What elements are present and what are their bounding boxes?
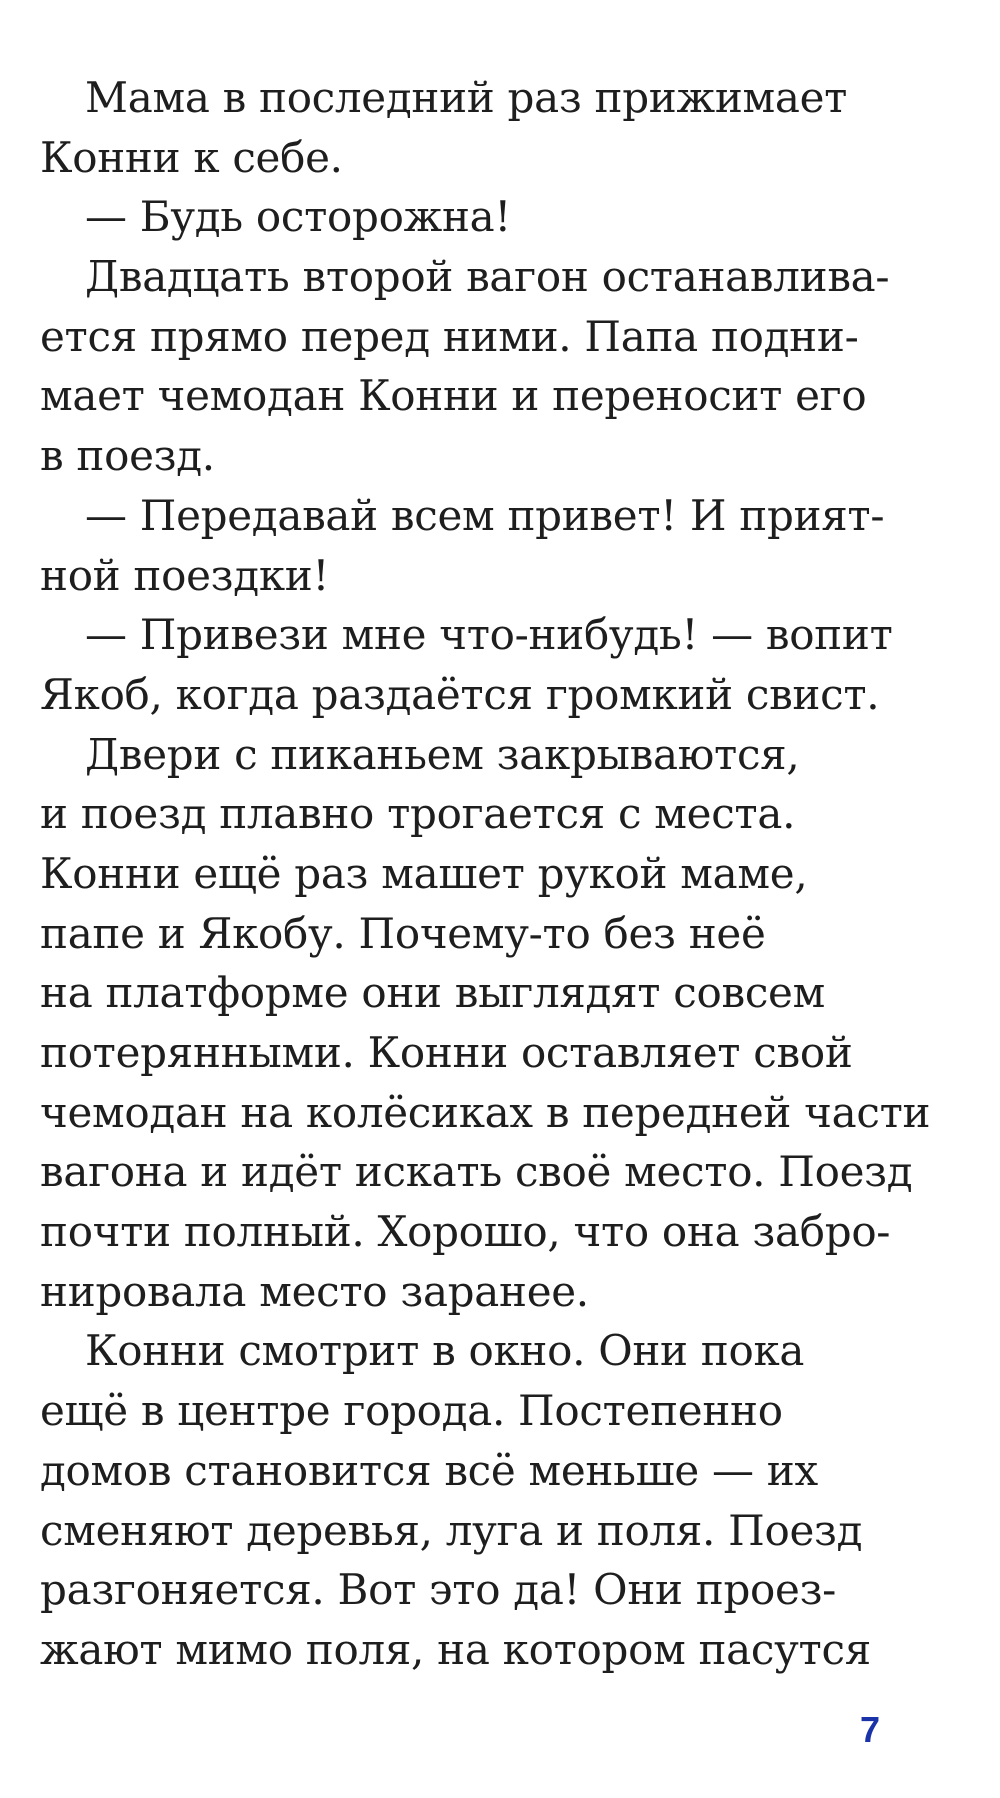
text-line: Конни к себе.: [40, 132, 343, 182]
text-line: разгоняется. Вот это да! Они проез-: [40, 1565, 837, 1615]
text-line: мает чемодан Конни и переносит его: [40, 371, 867, 421]
text-line: ной поездки!: [40, 550, 330, 600]
text-line: ещё в центре города. Постепенно: [40, 1386, 783, 1436]
text-line: Конни ещё раз машет рукой маме,: [40, 848, 808, 898]
paragraph-first-line: Конни смотрит в окно. Они пока: [85, 1326, 805, 1376]
text-line: на платформе они выглядят совсем: [40, 968, 825, 1018]
paragraph-first-line: Двери с пиканьем закрываются,: [85, 729, 800, 779]
text-line: вагона и идёт искать своё место. Поезд: [40, 1147, 913, 1197]
paragraph-first-line: — Будь осторожна!: [85, 192, 511, 242]
page-number: 7: [860, 1709, 881, 1750]
text-line: нировала место заранее.: [40, 1266, 589, 1316]
text-line: Якоб, когда раздаётся громкий свист.: [40, 669, 880, 719]
paragraph-first-line: Двадцать второй вагон останавлива-: [85, 252, 890, 302]
paragraph-first-line: — Передавай всем привет! И прият-: [85, 490, 885, 540]
text-line: жают мимо поля, на котором пасутся: [40, 1624, 871, 1674]
paragraph-first-line: — Привези мне что-нибудь! — вопит: [85, 610, 893, 660]
text-line: почти полный. Хорошо, что она забро-: [40, 1207, 891, 1257]
text-line: сменяют деревья, луга и поля. Поезд: [40, 1505, 863, 1555]
paragraph-first-line: Мама в последний раз прижимает: [85, 73, 848, 122]
text-line: ется прямо перед ними. Папа подни-: [40, 311, 859, 361]
text-line: чемодан на колёсиках в передней части: [40, 1087, 931, 1137]
text-line: папе и Якобу. Почему-то без неё: [40, 908, 766, 958]
text-line: домов становится всё меньше — их: [40, 1445, 818, 1495]
text-line: в поезд.: [40, 431, 215, 481]
text-line: и поезд плавно трогается с места.: [40, 789, 796, 839]
text-line: потерянными. Конни оставляет свой: [40, 1028, 853, 1077]
body-text: [40, 68, 940, 1680]
